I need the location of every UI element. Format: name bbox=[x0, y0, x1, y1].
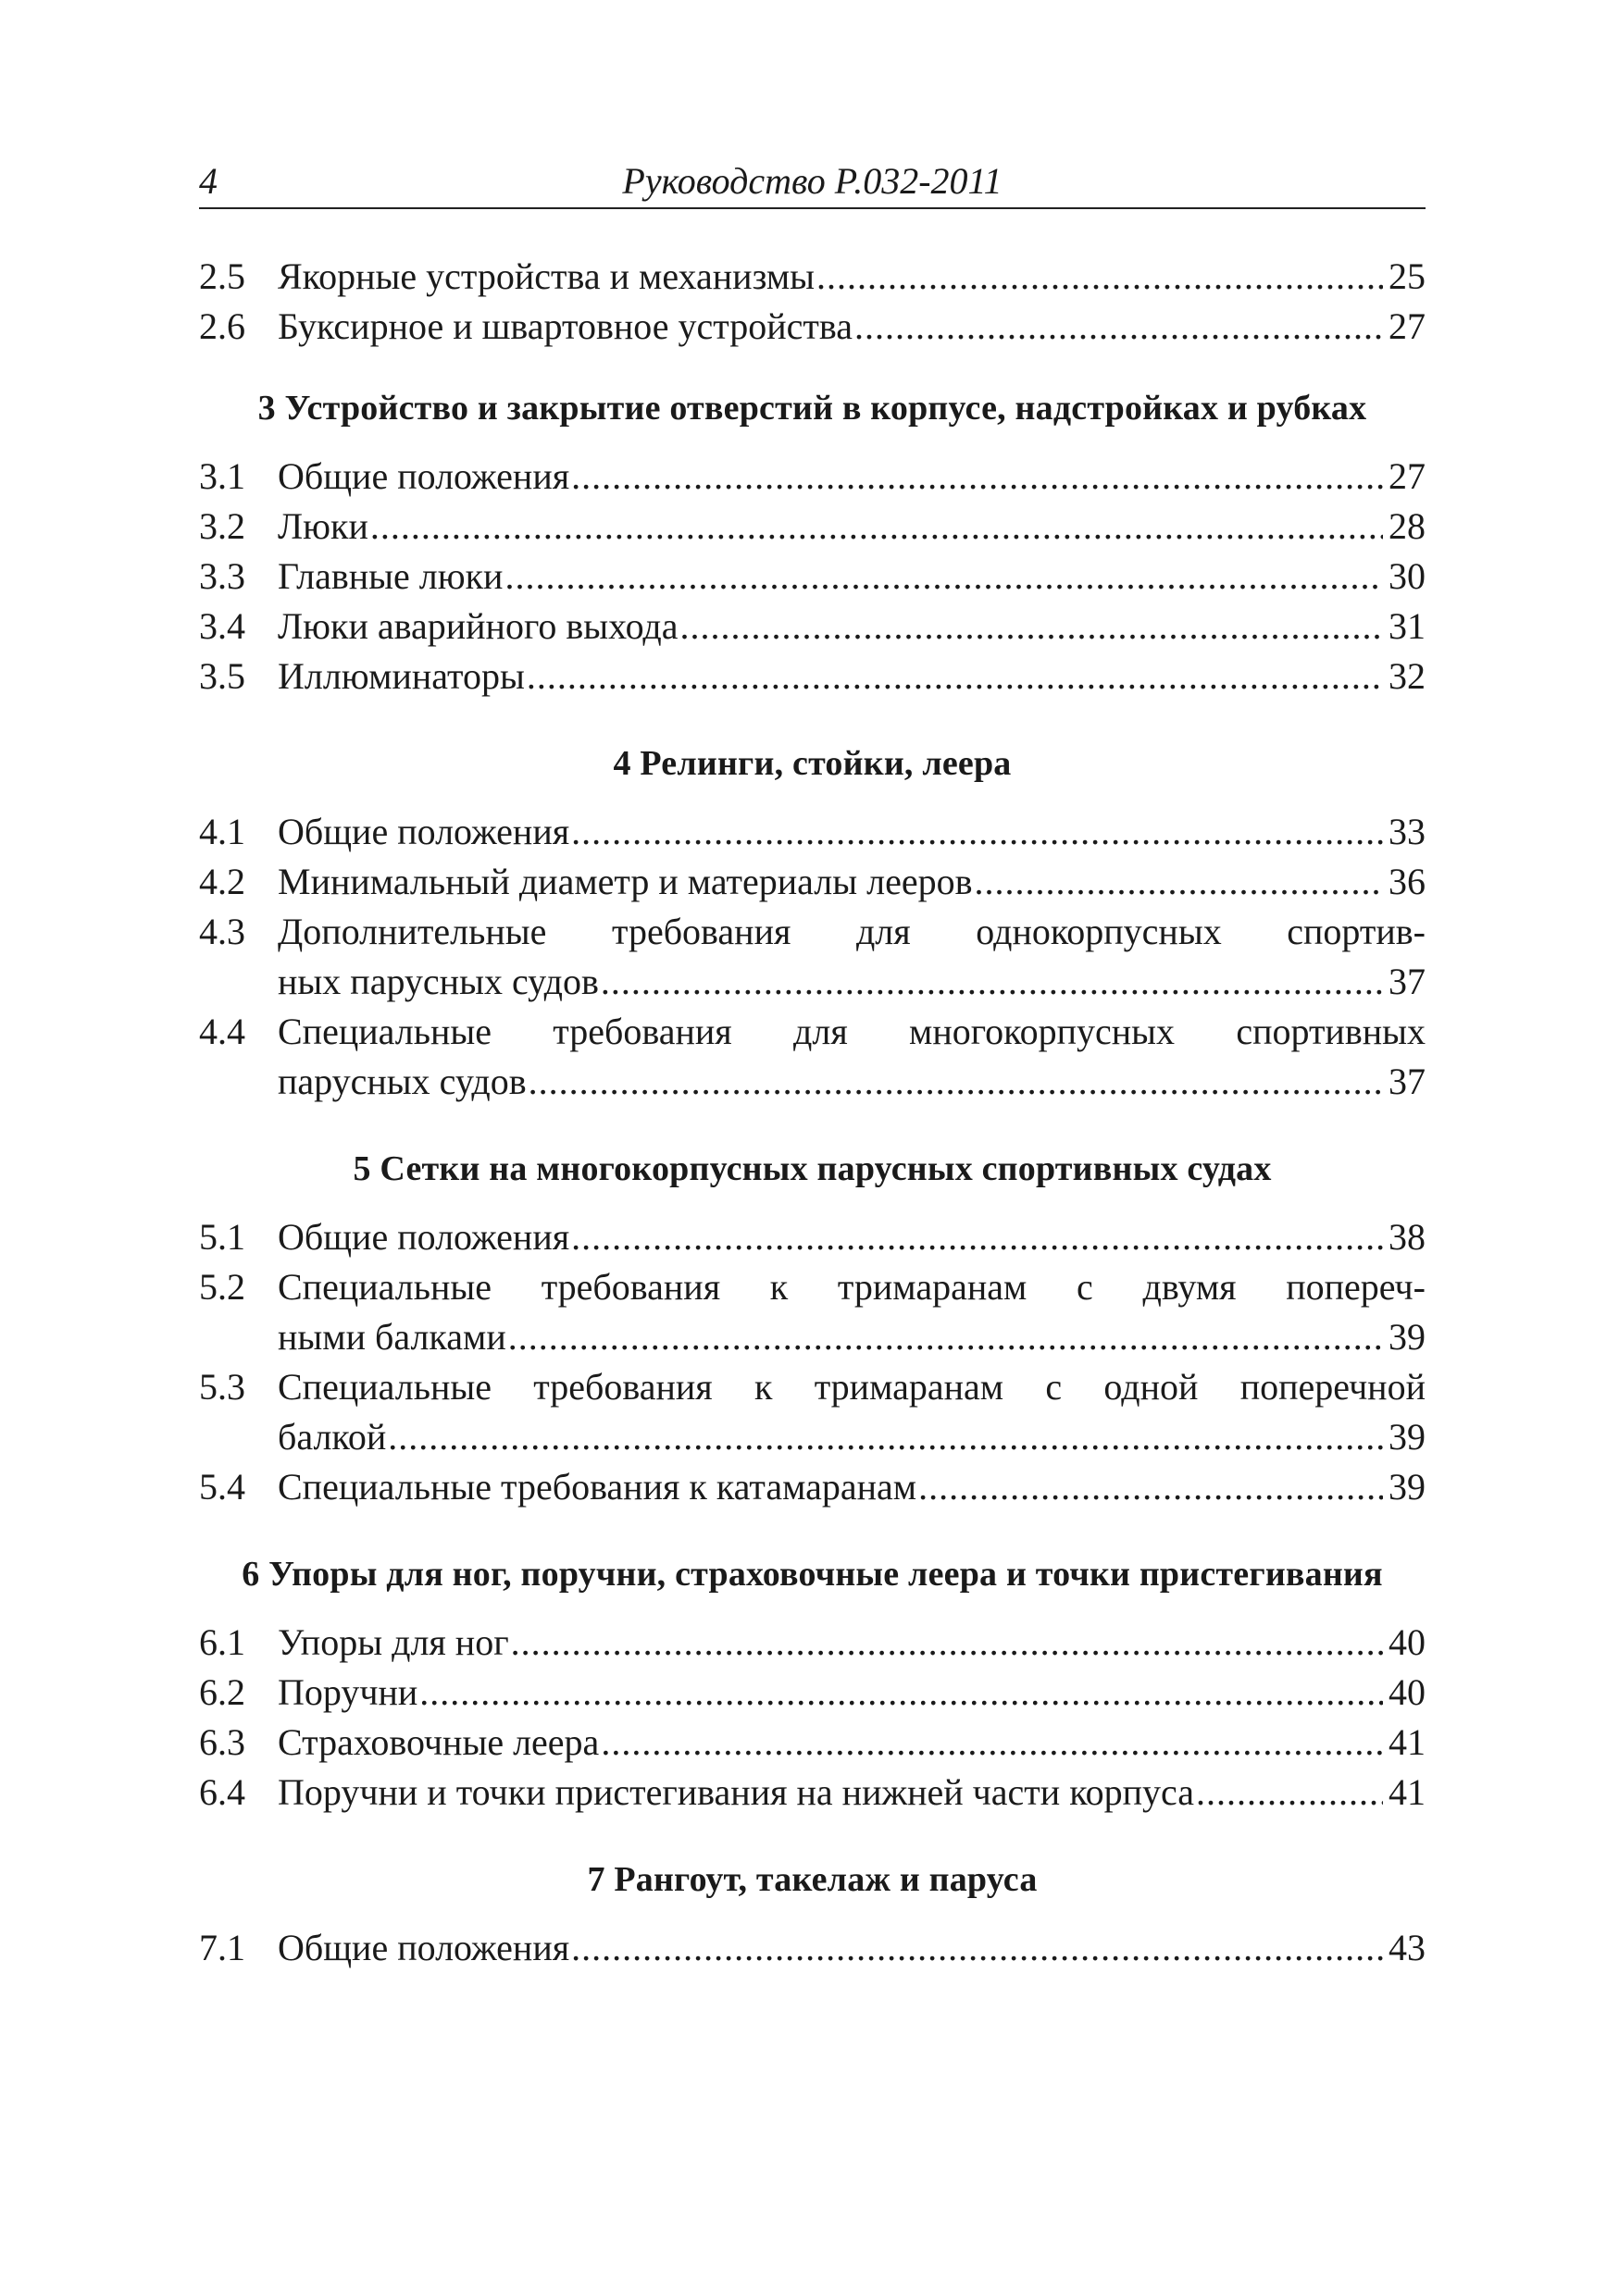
dot-leader bbox=[1196, 1768, 1383, 1818]
toc-entry[interactable] bbox=[199, 1362, 1426, 1462]
toc-entry-title: Иллюминаторы bbox=[278, 655, 525, 697]
toc-entry-number: 5.1 bbox=[199, 1216, 245, 1258]
toc-entry-number: 2.5 bbox=[199, 255, 245, 297]
toc-entry-page: 27 bbox=[1389, 455, 1426, 497]
toc-entry-number: 4.2 bbox=[199, 861, 245, 902]
toc-entry[interactable] bbox=[199, 452, 1426, 502]
dot-leader bbox=[571, 807, 1383, 857]
toc-section-3 bbox=[199, 383, 1426, 701]
dot-leader bbox=[511, 1618, 1383, 1668]
toc-entry-title-line1: Специальные требования для многокорпусных спортивных bbox=[278, 1011, 1426, 1052]
toc-entry[interactable] bbox=[199, 1212, 1426, 1262]
toc-entry-page: 36 bbox=[1389, 861, 1426, 902]
toc-entry[interactable] bbox=[199, 1462, 1426, 1512]
dot-leader bbox=[974, 857, 1383, 907]
toc-entry-number: 6.4 bbox=[199, 1771, 245, 1813]
toc-entry-number: 3.1 bbox=[199, 455, 245, 497]
toc-entry-page: 39 bbox=[1389, 1316, 1426, 1358]
page-header bbox=[199, 155, 1426, 209]
toc-entry-title: Поручни и точки пристегивания на нижней части корпуса bbox=[278, 1771, 1194, 1813]
toc-entry[interactable] bbox=[199, 502, 1426, 552]
toc-entry-page: 41 bbox=[1389, 1721, 1426, 1763]
toc-entry-number: 3.3 bbox=[199, 555, 245, 597]
dot-leader bbox=[854, 302, 1383, 352]
dot-leader bbox=[529, 1057, 1383, 1107]
toc-entry-number: 4.1 bbox=[199, 811, 245, 852]
toc-entry-page: 25 bbox=[1389, 255, 1426, 297]
toc-entry-title-line1: Специальные требования к тримаранам с двумя попереч- bbox=[278, 1266, 1426, 1308]
dot-leader bbox=[388, 1412, 1383, 1462]
toc-entry[interactable] bbox=[199, 907, 1426, 1007]
toc-section-4 bbox=[199, 738, 1426, 1107]
toc-entry[interactable] bbox=[199, 1262, 1426, 1362]
toc-entry-title: Общие положения bbox=[278, 1216, 570, 1258]
toc-entry[interactable] bbox=[199, 1618, 1426, 1668]
dot-leader bbox=[571, 452, 1383, 502]
page-number: 4 bbox=[199, 160, 218, 202]
toc-section-6 bbox=[199, 1549, 1426, 1818]
section-heading[interactable]: 5 Сетки на многокорпусных парусных спортивных судах bbox=[353, 1149, 1272, 1188]
toc-entry[interactable] bbox=[199, 602, 1426, 652]
toc-entry-number: 6.2 bbox=[199, 1671, 245, 1713]
toc-entry-title: Главные люки bbox=[278, 555, 504, 597]
toc-entry-title: Минимальный диаметр и материалы лееров bbox=[278, 861, 973, 902]
toc-entry-number: 5.4 bbox=[199, 1466, 245, 1508]
dot-leader bbox=[601, 957, 1383, 1007]
toc-entry[interactable] bbox=[199, 807, 1426, 857]
toc-entry-title: Люки аварийного выхода bbox=[278, 605, 679, 647]
toc-entry-page: 40 bbox=[1389, 1671, 1426, 1713]
toc-entry-title: Якорные устройства и механизмы bbox=[278, 255, 815, 297]
dot-leader bbox=[816, 252, 1383, 302]
section-heading[interactable]: 4 Релинги, стойки, леера bbox=[613, 744, 1012, 783]
toc-entry-title: Общие положения bbox=[278, 1927, 570, 1968]
toc-entry[interactable] bbox=[199, 1007, 1426, 1107]
dot-leader bbox=[680, 602, 1383, 652]
toc-entry-number: 3.4 bbox=[199, 605, 245, 647]
toc-entry-number: 6.3 bbox=[199, 1721, 245, 1763]
toc-entry-title: ными балками bbox=[278, 1316, 506, 1358]
toc-entry-page: 43 bbox=[1389, 1927, 1426, 1968]
toc-entry-title: Буксирное и швартовное устройства bbox=[278, 305, 853, 347]
toc-entry-page: 38 bbox=[1389, 1216, 1426, 1258]
dot-leader bbox=[527, 652, 1383, 701]
toc-entry[interactable] bbox=[199, 302, 1426, 352]
dot-leader bbox=[370, 502, 1383, 552]
toc-entry-number: 4.3 bbox=[199, 911, 245, 952]
section-heading[interactable]: 3 Устройство и закрытие отверстий в корпусе, надстройках и рубках bbox=[257, 389, 1367, 428]
toc-entry-title: Общие положения bbox=[278, 811, 570, 852]
toc-entry-title: Поручни bbox=[278, 1671, 418, 1713]
table-of-contents bbox=[199, 252, 1426, 1973]
toc-entry-title: Страховочные леера bbox=[278, 1721, 600, 1763]
toc-entry[interactable] bbox=[199, 1718, 1426, 1768]
toc-entry-title: парусных судов bbox=[278, 1061, 527, 1102]
section-heading[interactable]: 7 Рангоут, такелаж и паруса bbox=[587, 1860, 1038, 1899]
toc-entry[interactable] bbox=[199, 857, 1426, 907]
toc-entry[interactable] bbox=[199, 1923, 1426, 1973]
toc-section-5 bbox=[199, 1144, 1426, 1512]
toc-entry-page: 28 bbox=[1389, 505, 1426, 547]
toc-entry-number: 3.2 bbox=[199, 505, 245, 547]
dot-leader bbox=[419, 1668, 1383, 1718]
toc-entry-page: 30 bbox=[1389, 555, 1426, 597]
dot-leader bbox=[508, 1312, 1383, 1362]
toc-entry-page: 27 bbox=[1389, 305, 1426, 347]
toc-entry-page: 37 bbox=[1389, 1061, 1426, 1102]
toc-entry-number: 2.6 bbox=[199, 305, 245, 347]
toc-entry-page: 41 bbox=[1389, 1771, 1426, 1813]
dot-leader bbox=[504, 552, 1383, 602]
dot-leader bbox=[571, 1923, 1383, 1973]
section-heading[interactable]: 6 Упоры для ног, поручни, страховочные леера и точки пристегивания bbox=[242, 1555, 1383, 1594]
toc-entry-title: Упоры для ног bbox=[278, 1621, 509, 1663]
toc-entry-title: Общие положения bbox=[278, 455, 570, 497]
toc-entry[interactable] bbox=[199, 1768, 1426, 1818]
toc-entry-title: Люки bbox=[278, 505, 368, 547]
toc-entry[interactable] bbox=[199, 252, 1426, 302]
toc-entry-title-line1: Дополнительные требования для однокорпусных спортив- bbox=[278, 911, 1426, 952]
running-title: Руководство Р.032-2011 bbox=[622, 160, 1003, 202]
toc-entry-number: 5.2 bbox=[199, 1266, 245, 1308]
toc-section-7 bbox=[199, 1855, 1426, 1973]
toc-section-2-tail bbox=[199, 252, 1426, 352]
toc-entry[interactable] bbox=[199, 652, 1426, 701]
toc-entry-title-line1: Специальные требования к тримаранам с одной поперечной bbox=[278, 1366, 1426, 1408]
toc-entry-number: 6.1 bbox=[199, 1621, 245, 1663]
toc-entry-page: 39 bbox=[1389, 1466, 1426, 1508]
toc-entry-title: ных парусных судов bbox=[278, 961, 599, 1002]
toc-entry-page: 40 bbox=[1389, 1621, 1426, 1663]
toc-entry-page: 39 bbox=[1389, 1416, 1426, 1458]
toc-entry-number: 4.4 bbox=[199, 1011, 245, 1052]
dot-leader bbox=[601, 1718, 1383, 1768]
toc-entry-number: 3.5 bbox=[199, 655, 245, 697]
toc-entry[interactable] bbox=[199, 1668, 1426, 1718]
toc-entry[interactable] bbox=[199, 552, 1426, 602]
toc-entry-page: 32 bbox=[1389, 655, 1426, 697]
toc-entry-page: 31 bbox=[1389, 605, 1426, 647]
toc-entry-page: 33 bbox=[1389, 811, 1426, 852]
toc-entry-page: 37 bbox=[1389, 961, 1426, 1002]
toc-entry-number: 5.3 bbox=[199, 1366, 245, 1408]
toc-entry-title: балкой bbox=[278, 1416, 387, 1458]
dot-leader bbox=[918, 1462, 1383, 1512]
dot-leader bbox=[571, 1212, 1383, 1262]
toc-entry-title: Специальные требования к катамаранам bbox=[278, 1466, 917, 1508]
toc-entry-number: 7.1 bbox=[199, 1927, 245, 1968]
